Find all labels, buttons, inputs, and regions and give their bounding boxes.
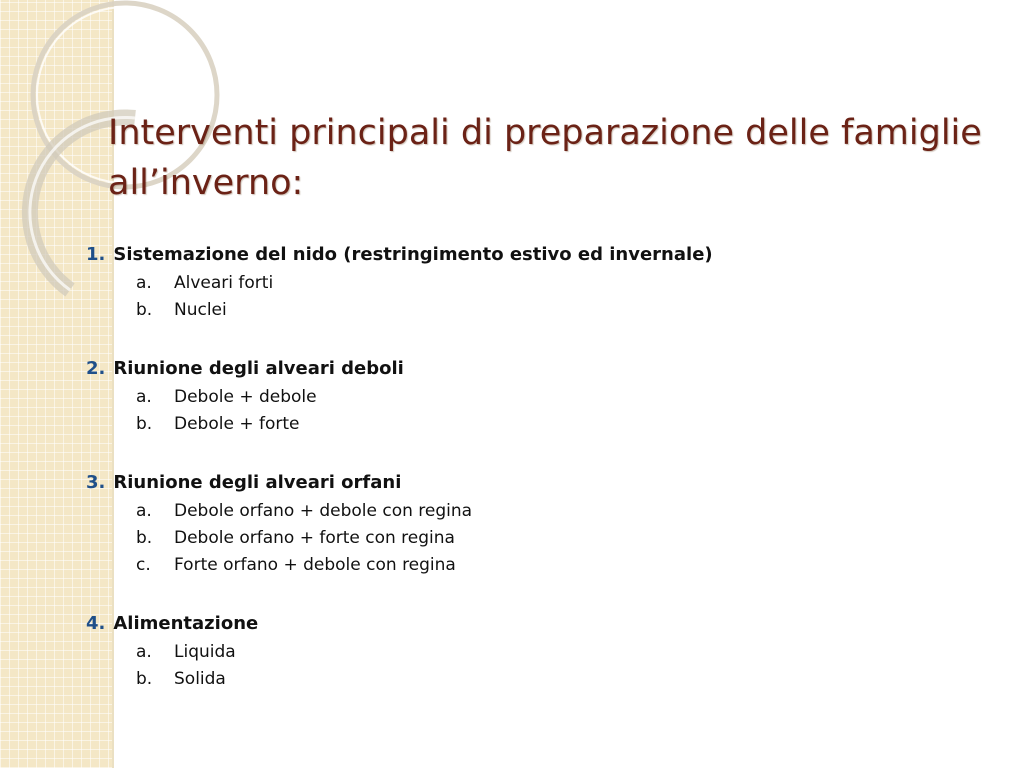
slide-title: Interventi principali di preparazione delle famiglie all’inverno: [108, 113, 982, 203]
item-number: 1. [86, 244, 106, 265]
sub-item-letter: b. [136, 414, 153, 434]
sub-item-letter: a. [136, 387, 152, 407]
sub-item-letter: b. [136, 300, 153, 320]
item-label: Riunione degli alveari orfani [113, 472, 402, 493]
sub-list [86, 639, 986, 693]
sub-list [86, 270, 986, 324]
sub-item-text: Debole orfano + debole con regina [174, 501, 473, 521]
item-heading [86, 354, 986, 384]
list-item [86, 609, 986, 693]
sub-item-letter: b. [136, 669, 153, 689]
sub-item-text: Nuclei [174, 300, 227, 320]
item-label: Alimentazione [113, 613, 259, 634]
sub-item [136, 411, 986, 438]
sub-item-letter: a. [136, 642, 152, 662]
sub-item [136, 552, 986, 579]
item-number: 3. [86, 472, 106, 493]
sub-item-text: Debole + forte [174, 414, 300, 434]
sub-item [136, 384, 986, 411]
sub-item [136, 666, 986, 693]
sub-item-letter: c. [136, 555, 151, 575]
item-heading [86, 468, 986, 498]
sub-item-text: Solida [174, 669, 226, 689]
list-item [86, 240, 986, 324]
item-label: Sistemazione del nido (restringimento estivo ed invernale) [113, 244, 713, 265]
item-heading [86, 240, 986, 270]
sub-item-text: Liquida [174, 642, 236, 662]
sub-item-text: Forte orfano + debole con regina [174, 555, 456, 575]
item-number: 2. [86, 358, 106, 379]
item-heading [86, 609, 986, 639]
item-number: 4. [86, 613, 106, 634]
sub-item [136, 498, 986, 525]
sub-item-text: Debole + debole [174, 387, 317, 407]
sub-item-letter: a. [136, 273, 152, 293]
sub-item [136, 297, 986, 324]
sub-item-text: Alveari forti [174, 273, 274, 293]
slide-content [86, 240, 986, 723]
sub-item [136, 270, 986, 297]
sub-item [136, 639, 986, 666]
sub-list [86, 384, 986, 438]
sub-item [136, 525, 986, 552]
list-item [86, 468, 986, 579]
sub-item-letter: a. [136, 501, 152, 521]
list-item [86, 354, 986, 438]
sub-item-letter: b. [136, 528, 153, 548]
sub-item-text: Debole orfano + forte con regina [174, 528, 455, 548]
sub-list [86, 498, 986, 579]
item-label: Riunione degli alveari deboli [113, 358, 404, 379]
